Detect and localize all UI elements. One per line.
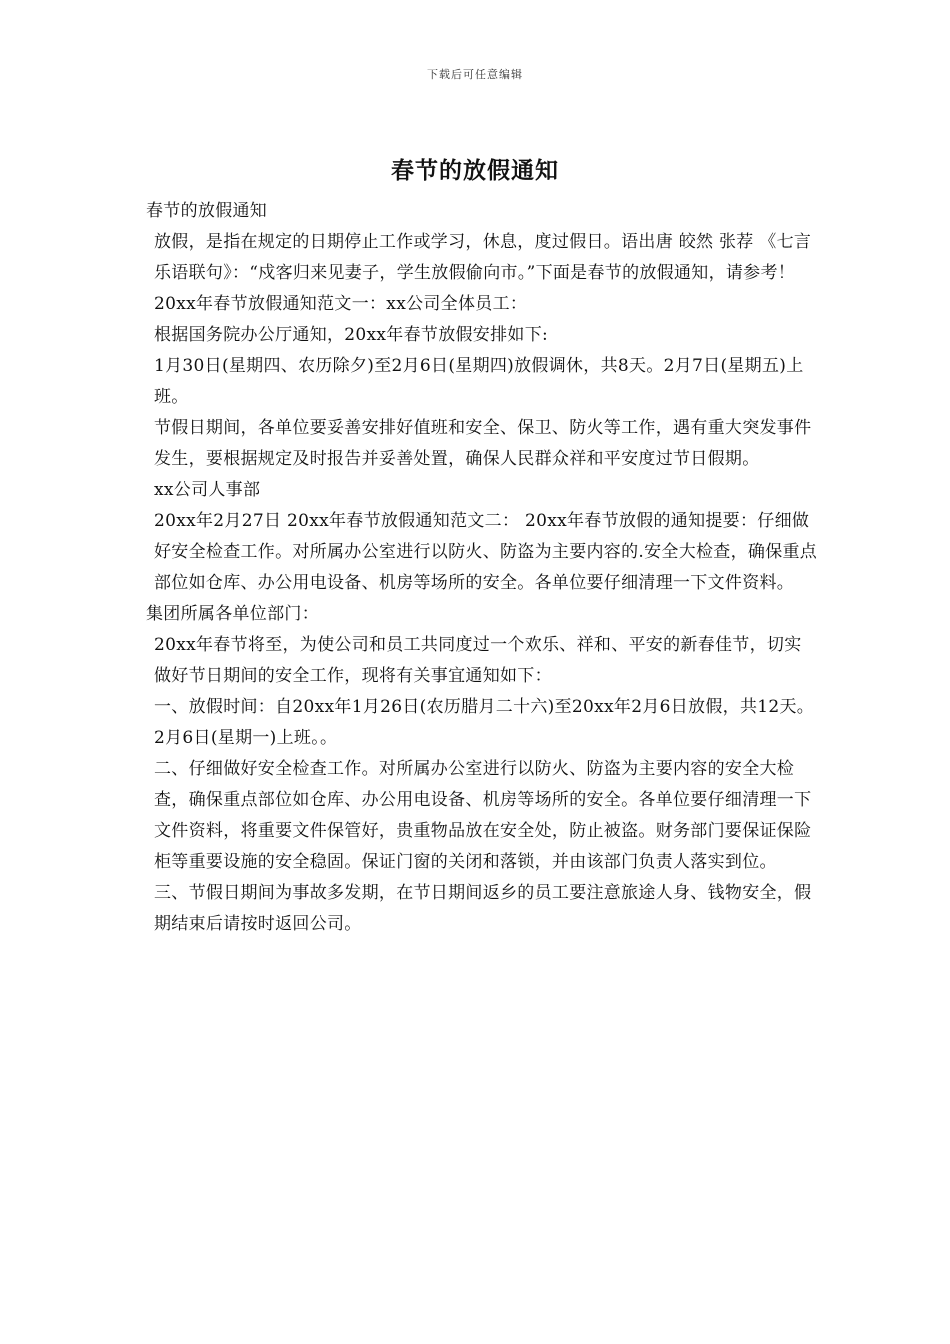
page-header-note: 下载后可任意编辑: [427, 68, 523, 81]
paragraph: 春节的放假通知: [146, 201, 268, 221]
document-body: [146, 196, 818, 940]
paragraph: 三、节假日期间为事故多发期，在节日期间返乡的员工要注意旅途人身、钱物安全，假期结束后请按时返回公司。: [154, 883, 812, 934]
paragraph: xx公司人事部: [154, 480, 261, 500]
document-title: 春节的放假通知: [391, 157, 559, 184]
paragraph: 一、放假时间：自20xx年1月26日(农历腊月二十六)至20xx年2月6日放假，共12天。2月6日(星期一)上班。。: [154, 697, 815, 748]
paragraph: 放假，是指在规定的日期停止工作或学习，休息，度过假日。语出唐 皎然 张荐 《七言乐语联句》：“戍客归来见妻子，学生放假偷向市。”下面是春节的放假通知，请参考！: [154, 232, 812, 283]
paragraph: 节假日期间，各单位要妥善安排好值班和安全、保卫、防火等工作，遇有重大突发事件发生，要根据规定及时报告并妥善处置，确保人民群众祥和平安度过节日假期。: [154, 418, 812, 469]
paragraph: 20xx年春节将至，为使公司和员工共同度过一个欢乐、祥和、平安的新春佳节，切实做好节日期间的安全工作，现将有关事宜通知如下：: [154, 635, 802, 686]
paragraph: 1月30日(星期四、农历除夕)至2月6日(星期四)放假调休，共8天。2月7日(星期五)上班。: [154, 356, 804, 407]
paragraph: 20xx年2月27日 20xx年春节放假通知范文二： 20xx年春节放假的通知提要：仔细做好安全检查工作。对所属办公室进行以防火、防盗为主要内容的.安全大检查，确保重点部位如仓库、办公用电设备、机房等场所的安全。各单位要仔细清理一下文件资料。: [154, 511, 818, 593]
paragraph: 根据国务院办公厅通知，20xx年春节放假安排如下:: [154, 325, 549, 345]
paragraph: 20xx年春节放假通知范文一：xx公司全体员工：: [154, 294, 528, 314]
paragraph: 集团所属各单位部门：: [146, 604, 319, 624]
paragraph: 二、仔细做好安全检查工作。对所属办公室进行以防火、防盗为主要内容的安全大检查，确保重点部位如仓库、办公用电设备、机房等场所的安全。各单位要仔细清理一下文件资料，将重要文件保管好，贵重物品放在安全处，防止被盗。财务部门要保证保险柜等重要设施的安全稳固。保证门窗的关闭和落锁，并由该部门负责人落实到位。: [154, 759, 812, 872]
